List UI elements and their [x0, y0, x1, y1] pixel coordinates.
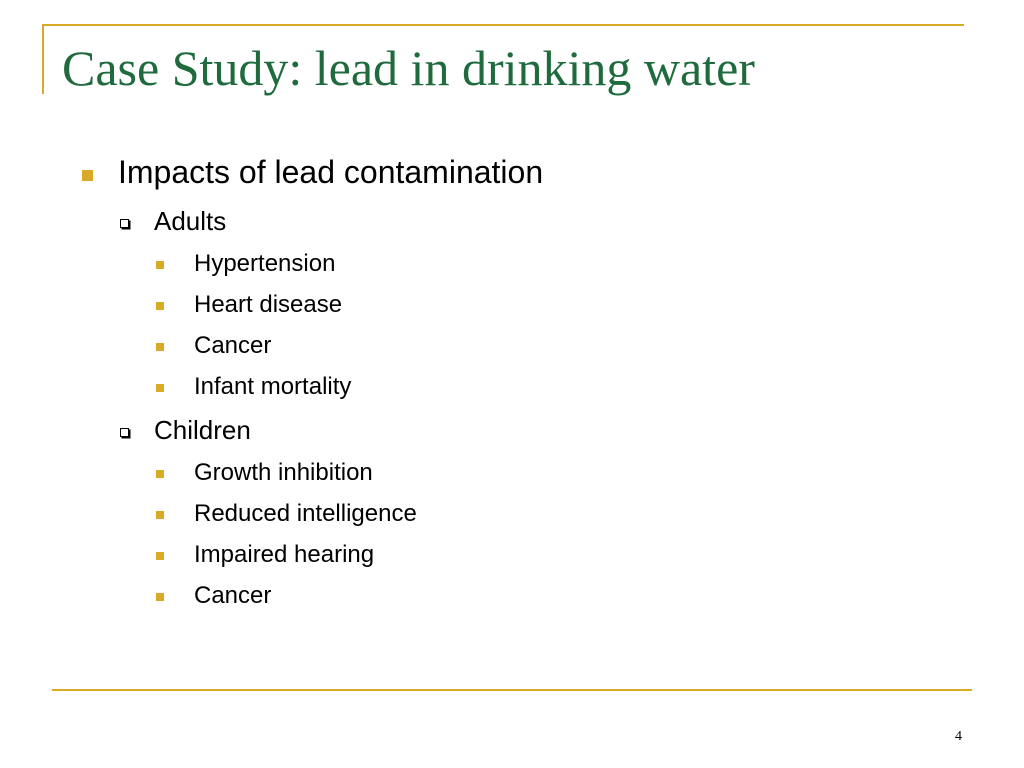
- square-bullet-icon: [156, 511, 164, 519]
- shadowed-square-bullet-icon: [120, 428, 129, 437]
- list-item-children-2: Reduced intelligence: [194, 500, 417, 527]
- square-bullet-icon: [156, 593, 164, 601]
- list-item-adults-3: Cancer: [194, 332, 272, 359]
- list-item-adults-4: Infant mortality: [194, 373, 352, 400]
- square-bullet-icon: [156, 470, 164, 478]
- square-bullet-icon: [156, 261, 164, 269]
- square-bullet-icon: [156, 552, 164, 560]
- bullet-children: Children: [154, 415, 251, 445]
- list-item-children-1: Growth inhibition: [194, 459, 373, 486]
- list-item-children-4: Cancer: [194, 582, 272, 609]
- list-item-children-3: Impaired hearing: [194, 541, 375, 568]
- bullet-impacts: Impacts of lead contamination: [118, 154, 544, 190]
- list-item-adults-1: Hypertension: [194, 250, 336, 277]
- square-bullet-icon: [82, 170, 93, 181]
- shadowed-square-bullet-icon: [120, 219, 129, 228]
- slide-title: Case Study: lead in drinking water: [62, 40, 755, 96]
- square-bullet-icon: [156, 302, 164, 310]
- square-bullet-icon: [156, 343, 164, 351]
- footer-divider: [52, 689, 972, 691]
- bullet-adults: Adults: [154, 206, 227, 236]
- page-number: 4: [955, 729, 962, 744]
- square-bullet-icon: [156, 384, 164, 392]
- list-item-adults-2: Heart disease: [194, 291, 343, 318]
